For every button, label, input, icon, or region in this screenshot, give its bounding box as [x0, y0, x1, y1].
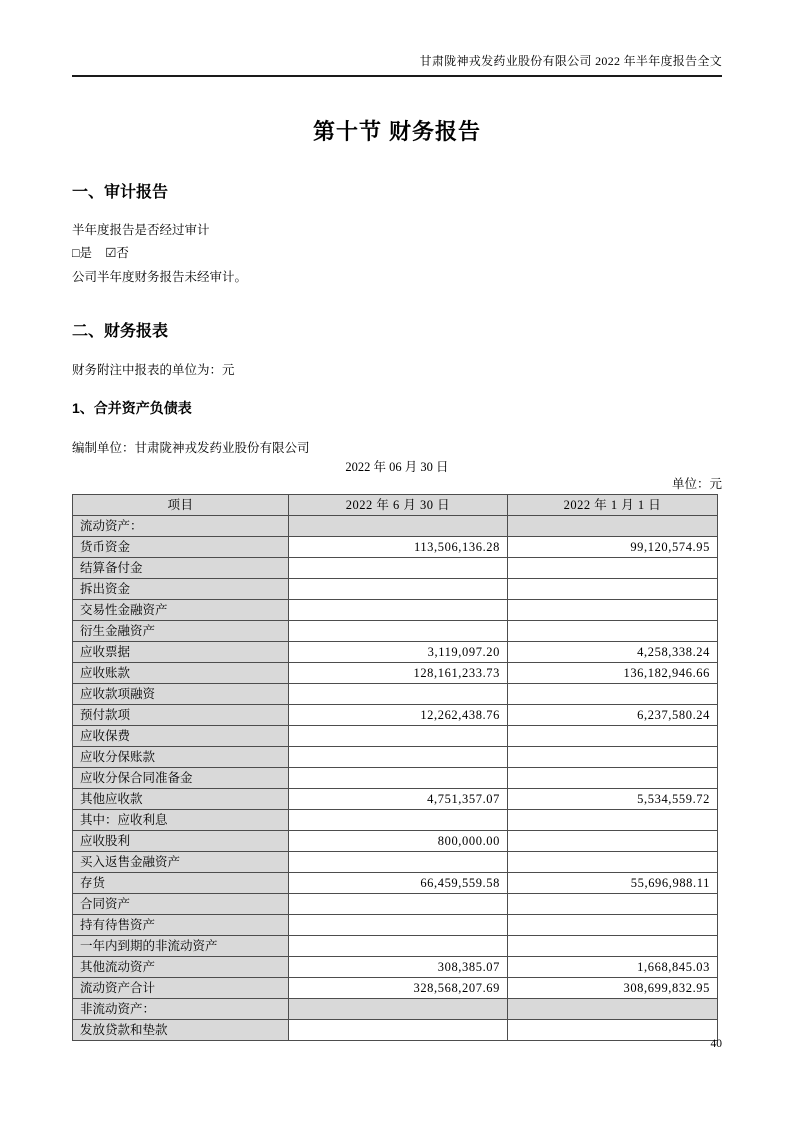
row-value-cell: [508, 915, 718, 936]
row-value-cell: [508, 936, 718, 957]
row-value-cell: [508, 600, 718, 621]
row-label-cell: 合同资产: [73, 894, 289, 915]
running-header: 甘肃陇神戎发药业股份有限公司 2022 年半年度报告全文: [419, 54, 722, 68]
row-value-cell: 99,120,574.95: [508, 537, 718, 558]
section-title: 第十节 财务报告: [312, 119, 482, 144]
row-label-cell: 应收票据: [73, 642, 289, 663]
unit-label: 单位：元: [671, 477, 722, 491]
table-row: [73, 873, 718, 894]
row-value-cell: [508, 852, 718, 873]
table-row: [73, 894, 718, 915]
row-value-cell: [289, 684, 508, 705]
row-label-cell: 衍生金融资产: [73, 621, 289, 642]
table-row: [73, 516, 718, 537]
row-value-cell: [289, 726, 508, 747]
table-row: [73, 684, 718, 705]
table-row: [73, 915, 718, 936]
row-label-cell: 应收账款: [73, 663, 289, 684]
row-value-cell: 308,699,832.95: [508, 978, 718, 999]
table-row: [73, 642, 718, 663]
row-value-cell: 136,182,946.66: [508, 663, 718, 684]
row-value-cell: [289, 768, 508, 789]
column-header: 2022 年 6 月 30 日: [289, 495, 508, 516]
table-row: [73, 705, 718, 726]
audit-question: 半年度报告是否经过审计: [72, 223, 210, 237]
checkbox-no-checked: ☑否: [105, 246, 129, 260]
row-value-cell: [508, 999, 718, 1020]
audit-options: [72, 246, 722, 261]
row-value-cell: 113,506,136.28: [289, 537, 508, 558]
balance-sheet-table: [72, 494, 718, 1041]
row-value-cell: [508, 558, 718, 579]
row-label-cell: 存货: [73, 873, 289, 894]
row-label-cell: 预付款项: [73, 705, 289, 726]
row-value-cell: 4,258,338.24: [508, 642, 718, 663]
row-value-cell: 1,668,845.03: [508, 957, 718, 978]
row-label-cell: 结算备付金: [73, 558, 289, 579]
table-row: [73, 957, 718, 978]
row-label-cell: 应收分保合同准备金: [73, 768, 289, 789]
row-value-cell: [289, 747, 508, 768]
row-label-cell: 持有待售资产: [73, 915, 289, 936]
row-value-cell: 328,568,207.69: [289, 978, 508, 999]
table-row: [73, 600, 718, 621]
row-label-cell: 发放贷款和垫款: [73, 1020, 289, 1041]
row-value-cell: [289, 852, 508, 873]
row-value-cell: [289, 1020, 508, 1041]
table-row: [73, 810, 718, 831]
row-value-cell: [508, 1020, 718, 1041]
row-label-cell: 拆出资金: [73, 579, 289, 600]
row-value-cell: [289, 558, 508, 579]
audit-statement: 公司半年度财务报告未经审计。: [72, 270, 248, 284]
table-row: [73, 558, 718, 579]
table-row: [73, 768, 718, 789]
row-value-cell: [289, 936, 508, 957]
table-row: [73, 663, 718, 684]
row-value-cell: 308,385.07: [289, 957, 508, 978]
row-label-cell: 流动资产合计: [73, 978, 289, 999]
row-value-cell: [508, 810, 718, 831]
checkbox-yes: □是: [72, 246, 93, 260]
row-value-cell: 3,119,097.20: [289, 642, 508, 663]
row-value-cell: [289, 600, 508, 621]
row-value-cell: [289, 915, 508, 936]
row-label-cell: 一年内到期的非流动资产: [73, 936, 289, 957]
row-value-cell: [289, 516, 508, 537]
row-value-cell: 128,161,233.73: [289, 663, 508, 684]
table-row: [73, 978, 718, 999]
table-row: [73, 852, 718, 873]
row-label-cell: 应收保费: [73, 726, 289, 747]
row-value-cell: 55,696,988.11: [508, 873, 718, 894]
heading-balance-sheet: 1、合并资产负债表: [72, 400, 192, 416]
heading-audit-report: 一、审计报告: [72, 184, 169, 201]
prepared-by: 编制单位：甘肃陇神戎发药业股份有限公司: [72, 441, 310, 455]
row-label-cell: 货币资金: [73, 537, 289, 558]
row-value-cell: [508, 684, 718, 705]
row-value-cell: [508, 747, 718, 768]
row-value-cell: [508, 579, 718, 600]
row-value-cell: [508, 621, 718, 642]
row-value-cell: [289, 579, 508, 600]
row-label-cell: 非流动资产：: [73, 999, 289, 1020]
table-row: [73, 936, 718, 957]
row-value-cell: [508, 726, 718, 747]
row-value-cell: [289, 810, 508, 831]
row-label-cell: 应收股利: [73, 831, 289, 852]
row-value-cell: [508, 894, 718, 915]
row-label-cell: 其中：应收利息: [73, 810, 289, 831]
row-value-cell: 12,262,438.76: [289, 705, 508, 726]
row-label-cell: 应收款项融资: [73, 684, 289, 705]
table-row: [73, 537, 718, 558]
balance-date: 2022 年 06 月 30 日: [345, 460, 449, 474]
row-value-cell: 5,534,559.72: [508, 789, 718, 810]
row-value-cell: [508, 516, 718, 537]
table-row: [73, 1020, 718, 1041]
row-value-cell: 4,751,357.07: [289, 789, 508, 810]
heading-financial-statements: 二、财务报表: [72, 323, 169, 340]
row-value-cell: 6,237,580.24: [508, 705, 718, 726]
row-value-cell: [508, 831, 718, 852]
table-header-row: [73, 495, 718, 516]
row-label-cell: 其他流动资产: [73, 957, 289, 978]
column-header: 2022 年 1 月 1 日: [508, 495, 718, 516]
row-label-cell: 买入返售金融资产: [73, 852, 289, 873]
table-row: [73, 747, 718, 768]
row-label-cell: 交易性金融资产: [73, 600, 289, 621]
row-value-cell: [289, 621, 508, 642]
table-row: [73, 726, 718, 747]
table-row: [73, 621, 718, 642]
row-value-cell: [508, 768, 718, 789]
unit-note: 财务附注中报表的单位为：元: [72, 363, 235, 377]
row-value-cell: [289, 999, 508, 1020]
column-header: 项目: [73, 495, 289, 516]
page-number: 40: [710, 1038, 722, 1050]
row-label-cell: 其他应收款: [73, 789, 289, 810]
row-value-cell: [289, 894, 508, 915]
table-row: [73, 999, 718, 1020]
row-label-cell: 应收分保账款: [73, 747, 289, 768]
row-value-cell: 800,000.00: [289, 831, 508, 852]
table-row: [73, 579, 718, 600]
row-label-cell: 流动资产：: [73, 516, 289, 537]
table-row: [73, 789, 718, 810]
table-row: [73, 831, 718, 852]
header-rule: [72, 75, 722, 77]
table-body: [73, 516, 718, 1041]
row-value-cell: 66,459,559.58: [289, 873, 508, 894]
